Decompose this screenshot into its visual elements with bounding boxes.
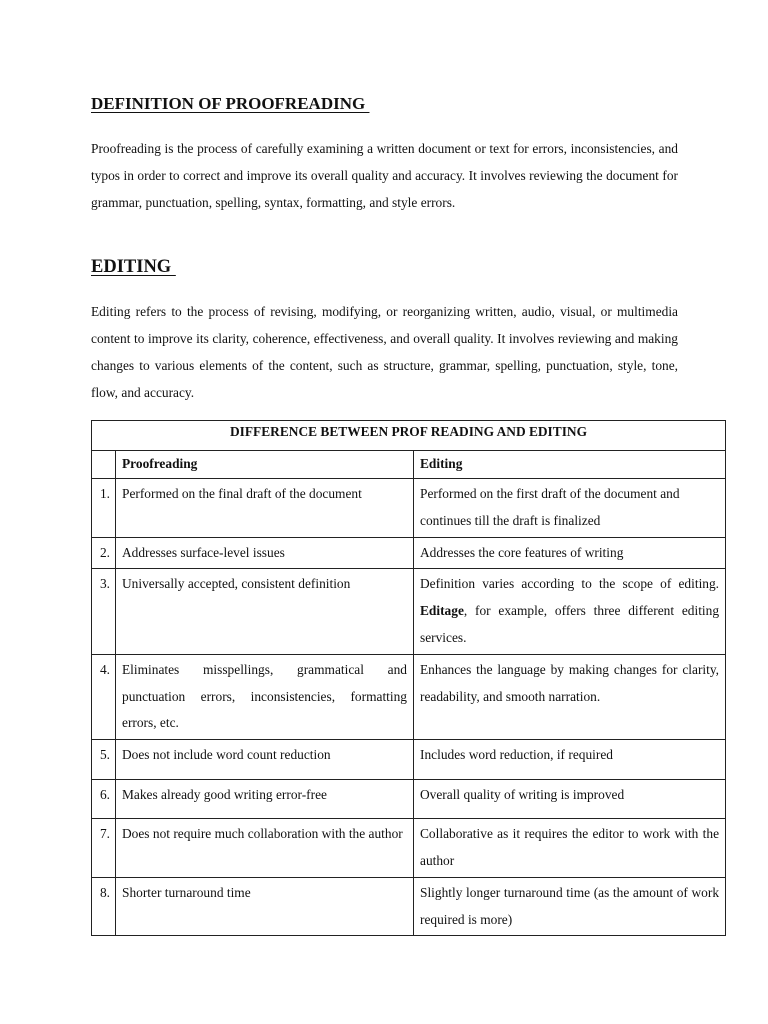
proofreading-cell: Does not require much collaboration with the author (116, 819, 414, 878)
proofreading-definition: Proofreading is the process of carefully examining a written document or text for errors, inconsistencies, and typos in order to correct and improve its overall quality and accuracy. It involves reviewing the document for grammar, punctuation, spelling, syntax, formatting, and style errors. (91, 141, 678, 210)
table-header-row (92, 451, 726, 479)
row-number: 6. (92, 780, 116, 819)
table-row (92, 877, 726, 936)
proofreading-cell: Does not include word count reduction (116, 740, 414, 780)
editing-cell: Overall quality of writing is improved (414, 780, 726, 819)
proofreading-cell: Eliminates misspellings, grammatical and punctuation errors, inconsistencies, formatting errors, etc. (116, 654, 414, 739)
table-row (92, 537, 726, 569)
proofreading-heading: DEFINITION OF PROOFREADING (91, 94, 370, 113)
row-number: 5. (92, 740, 116, 780)
row-number: 8. (92, 877, 116, 936)
difference-table (91, 420, 726, 936)
editing-cell: Includes word reduction, if required (414, 740, 726, 780)
table-row (92, 569, 726, 654)
header-number-cell (92, 451, 116, 479)
table-row (92, 479, 726, 538)
editing-text-before: Definition varies according to the scope of editing. (420, 576, 720, 592)
editing-heading: EDITING (91, 257, 176, 277)
table-row (92, 740, 726, 780)
proofreading-cell: Performed on the final draft of the document (116, 479, 414, 538)
table-title: DIFFERENCE BETWEEN PROF READING AND EDITING (92, 421, 726, 451)
table-title-row (92, 421, 726, 451)
header-proofreading: Proofreading (116, 451, 414, 479)
editing-text-after: , for example, offers three different editing services. (420, 603, 720, 645)
table-row (92, 780, 726, 819)
row-number: 1. (92, 479, 116, 538)
row-number: 7. (92, 819, 116, 878)
row-number: 4. (92, 654, 116, 739)
proofreading-cell: Universally accepted, consistent definition (116, 569, 414, 654)
table-row (92, 819, 726, 878)
header-editing: Editing (414, 451, 726, 479)
proofreading-cell: Shorter turnaround time (116, 877, 414, 936)
editing-cell (414, 569, 726, 654)
editing-cell: Collaborative as it requires the editor to work with the author (414, 819, 726, 878)
proofreading-cell: Addresses surface-level issues (116, 537, 414, 569)
editing-cell: Slightly longer turnaround time (as the amount of work required is more) (414, 877, 726, 936)
editage-name: Editage (420, 603, 464, 619)
editing-cell: Addresses the core features of writing (414, 537, 726, 569)
editing-cell: Performed on the first draft of the document and continues till the draft is finalized (414, 479, 726, 538)
row-number: 3. (92, 569, 116, 654)
editing-definition: Editing refers to the process of revising, modifying, or reorganizing written, audio, visual, or multimedia content to improve its clarity, coherence, effectiveness, and overall quality. It involves reviewing and making changes to various elements of the content, such as structure, grammar, spelling, punctuation, style, tone, flow, and accuracy. (91, 304, 678, 400)
table-row (92, 654, 726, 739)
row-number: 2. (92, 537, 116, 569)
proofreading-cell: Makes already good writing error-free (116, 780, 414, 819)
editing-cell: Enhances the language by making changes for clarity, readability, and smooth narration. (414, 654, 726, 739)
